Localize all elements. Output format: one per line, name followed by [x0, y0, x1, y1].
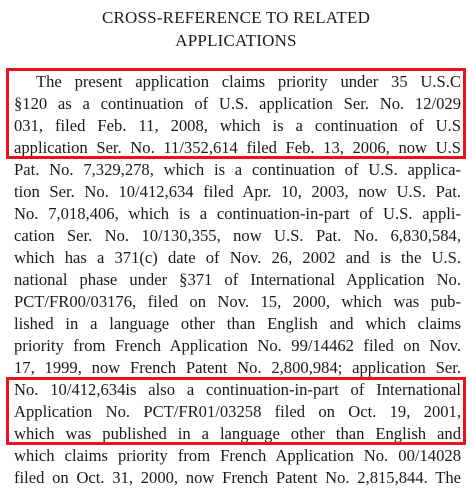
- paragraph-line-2: §120 as a continuation of U.S. application Ser. No. 12/029: [14, 94, 461, 113]
- paragraph-line-6: tion Ser. No. 10/412,634 filed Apr. 10, 2003, now U.S. Pat.: [14, 182, 461, 201]
- paragraph-line-12: lished in a language other than English and which claims: [14, 314, 461, 333]
- paragraph-line-4: application Ser. No. 11/352,614 filed Feb. 13, 2006, now U.S: [14, 138, 461, 157]
- paragraph-line-9: which has a 371(c) date of Nov. 26, 2002 and is the U.S.: [14, 248, 461, 267]
- paragraph-line-3: 031, filed Feb. 11, 2008, which is a continuation of U.S: [14, 116, 461, 135]
- paragraph-line-13: priority from French Application No. 99/14462 filed on Nov.: [14, 336, 461, 355]
- paragraph-line-11: PCT/FR00/03176, filed on Nov. 15, 2000, which was pub-: [14, 292, 461, 311]
- paragraph-line-8: cation Ser. No. 10/130,355, now U.S. Pat. No. 6,830,584,: [14, 226, 461, 245]
- paragraph-line-1: The present application claims priority under 35 U.S.C: [36, 72, 461, 91]
- section-heading-line-1: CROSS-REFERENCE TO RELATED: [101, 8, 371, 27]
- paragraph-line-15: No. 10/412,634is also a continuation-in-part of International: [14, 380, 461, 399]
- paragraph-line-19: filed on Oct. 31, 2000, now French Patent No. 2,815,844. The: [14, 468, 461, 487]
- paragraph-line-16: Application No. PCT/FR01/03258 filed on Oct. 19, 2001,: [14, 402, 461, 421]
- paragraph-line-7: No. 7,018,406, which is a continuation-in-part of U.S. appli-: [14, 204, 461, 223]
- paragraph-line-17: which was published in a language other than English and: [14, 424, 461, 443]
- paragraph-line-5: Pat. No. 7,329,278, which is a continuation of U.S. applica-: [14, 160, 461, 179]
- section-heading-line-2: APPLICATIONS: [175, 31, 297, 50]
- paragraph-line-18: which claims priority from French Application No. 00/14028: [14, 446, 461, 465]
- paragraph-line-10: national phase under §371 of International Application No.: [14, 270, 461, 289]
- paragraph-line-14: 17, 1999, now French Patent No. 2,800,984; application Ser.: [14, 358, 461, 377]
